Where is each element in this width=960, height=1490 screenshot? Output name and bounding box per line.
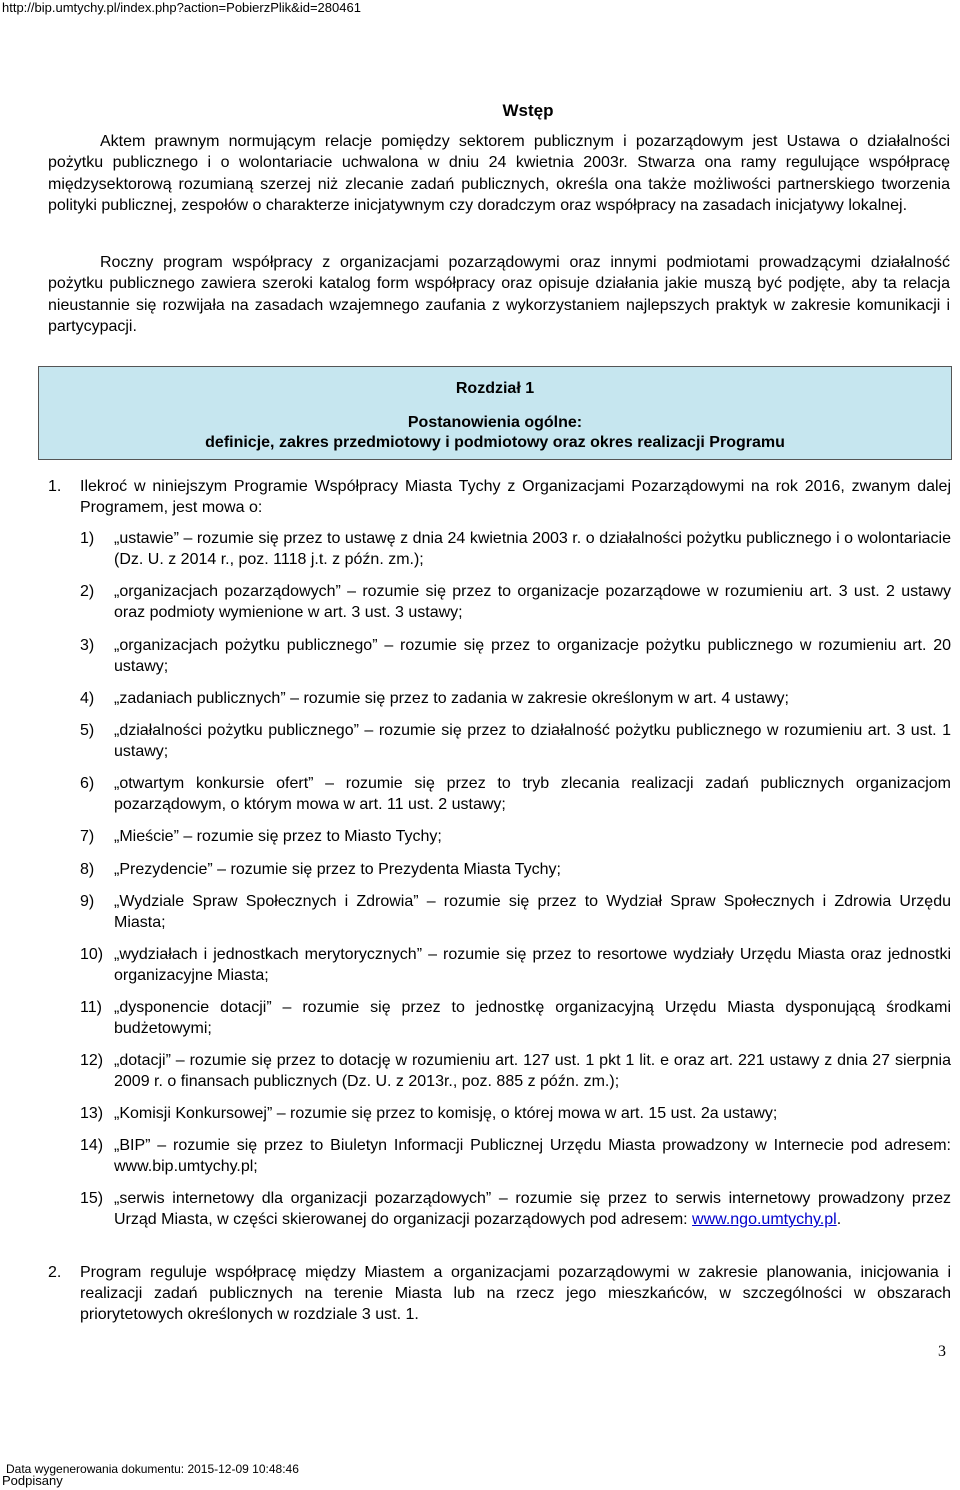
definition-item — [80, 859, 951, 880]
section-text: Ilekroć w niniejszym Programie Współpracy Miasta Tychy z Organizacjami Pozarządowymi na rok 2016, zwanym dalej Programem, jest mowa o: — [80, 478, 951, 516]
chapter-header-box — [38, 366, 952, 460]
definition-number: 15) — [80, 1190, 104, 1207]
definition-text: „zadaniach publicznych” – rozumie się przez to zadania w zakresie określonym w art. 4 ustawy; — [114, 690, 789, 707]
definition-item — [80, 944, 951, 986]
page-number: 3 — [938, 1343, 946, 1360]
definition-item — [80, 720, 951, 762]
definition-text: „serwis internetowy dla organizacji pozarządowych” – rozumie się przez to serwis internetowy prowadzony przez Urząd Miasta, w części skierowanej do organizacji pozarządowych pod adresem: www.ngo.umtychy.pl. — [114, 1190, 951, 1228]
chapter-title: Rozdział 1 — [455, 380, 535, 397]
generation-date: Data wygenerowania dokumentu: 2015-12-09 10:48:46 — [6, 1462, 299, 1476]
definition-number: 4) — [80, 690, 95, 707]
definition-text: „ustawie” – rozumie się przez to ustawę z dnia 24 kwietnia 2003 r. o działalności pożytku publicznego i o wolontariacie (Dz. U. z 2014 r., poz. 1118 j.t. z późn. zm.); — [114, 530, 951, 568]
definition-text: „Prezydencie” – rozumie się przez to Prezydenta Miasta Tychy; — [114, 861, 561, 878]
definition-item — [80, 528, 951, 570]
intro-paragraph-1: Aktem prawnym normującym relacje pomiędzy sektorem publicznym i pozarządowym jest Ustawa o działalności pożytku publicznego i o wolontariacie uchwalona w dniu 24 kwietnia 2003r. Stwarza ona ramy regulujące współpracę międzysektorową rozumianą szerzej niż zlecanie zadań publicznych, określa ona także możliwości partnerskiego tworzenia polityki publicznej, zespołów o charakterze inicjatywnym czy doradczym oraz współpracy na zasadach inicjatywy lokalnej. — [48, 133, 950, 214]
definition-text: „organizacjach pozarządowych” – rozumie się przez to organizacje pozarządowe w rozumieniu art. 3 ust. 2 ustawy oraz podmioty wymienione w art. 3 ust. 3 ustawy; — [114, 583, 951, 621]
intro-heading: Wstęp — [502, 101, 554, 120]
definition-item — [80, 773, 951, 815]
chapter-subtitle: Postanowienia ogólne: — [407, 414, 583, 431]
definition-text: „dotacji” – rozumie się przez to dotację w rozumieniu art. 127 ust. 1 pkt 1 lit. e oraz art. 221 ustawy z dnia 27 sierpnia 2009 r. o finansach publicznych (Dz. U. z 2013r., poz. 885 z późn. zm.); — [114, 1052, 951, 1090]
definition-item — [80, 688, 951, 709]
chapter-scope: definicje, zakres przedmiotowy i podmiotowy oraz okres realizacji Programu — [205, 434, 785, 451]
definition-number: 6) — [80, 775, 95, 792]
signed-label: Podpisany — [2, 1473, 63, 1488]
definition-text: „organizacjach pożytku publicznego” – rozumie się przez to organizacje pożytku publicznego w rozumieniu art. 20 ustawy; — [114, 637, 951, 675]
section-text: Program reguluje współpracę między Miastem a organizacjami pozarządowymi w zakresie planowania, inicjowania i realizacji zadań publicznych na terenie Miasta lub na rzecz jego mieszkańców, w szczególności w obszarach priorytetowych określonych w rozdziale 3 ust. 1. — [80, 1264, 951, 1323]
definition-number: 9) — [80, 893, 95, 910]
definition-text: „otwartym konkursie ofert” – rozumie się przez to tryb zlecania realizacji zadań publicznych organizacjom pozarządowym, o którym mowa w art. 11 ust. 2 ustawy; — [114, 775, 951, 813]
definition-text: „BIP” – rozumie się przez to Biuletyn Informacji Publicznej Urzędu Miasta prowadzony w Internecie pod adresem: www.bip.umtychy.pl; — [114, 1137, 951, 1175]
definition-number: 5) — [80, 722, 95, 739]
definition-text: „Komisji Konkursowej” – rozumie się przez to komisję, o której mowa w art. 15 ust. 2a ustawy; — [114, 1105, 778, 1122]
definition-item — [80, 891, 951, 933]
definition-number: 14) — [80, 1137, 104, 1154]
definition-number: 8) — [80, 861, 95, 878]
source-url: http://bip.umtychy.pl/index.php?action=PobierzPlik&id=280461 — [2, 0, 361, 15]
section-number: 2. — [48, 1264, 62, 1281]
definition-item — [80, 997, 951, 1039]
definition-item — [80, 1188, 951, 1230]
definition-number: 11) — [80, 999, 102, 1016]
definition-text: „Mieście” – rozumie się przez to Miasto Tychy; — [114, 828, 442, 845]
section-1 — [48, 476, 951, 518]
definition-item — [80, 1050, 951, 1092]
definition-text: „dysponencie dotacji” – rozumie się przez to jednostkę organizacyjną Urzędu Miasta dysponującą środkami budżetowymi; — [114, 999, 951, 1037]
ngo-website-link[interactable]: www.ngo.umtychy.pl — [692, 1211, 837, 1228]
definition-number: 2) — [80, 583, 95, 600]
definition-item — [80, 826, 951, 847]
definition-number: 12) — [80, 1052, 104, 1069]
definition-text: „działalności pożytku publicznego” – rozumie się przez to działalność pożytku publicznego w rozumieniu art. 3 ust. 1 ustawy; — [114, 722, 951, 760]
definition-number: 1) — [80, 530, 95, 547]
section-2 — [48, 1262, 951, 1325]
intro-paragraph-2: Roczny program współpracy z organizacjami pozarządowymi oraz innymi podmiotami prowadzącymi działalność pożytku publicznego zawiera szeroki katalog form współpracy oraz opisuje działania jakie muszą być podjęte, aby ta relacja nieustannie się rozwijała na zasadach wzajemnego zaufania z wykorzystaniem najlepszych praktyk w zakresie komunikacji i partycypacji. — [48, 254, 950, 335]
definition-number: 3) — [80, 637, 95, 654]
definition-text: „wydziałach i jednostkach merytorycznych” – rozumie się przez to resortowe wydziały Urzędu Miasta oraz jednostki organizacyjne Miasta; — [114, 946, 951, 984]
definition-item — [80, 635, 951, 677]
definition-text: „Wydziale Spraw Społecznych i Zdrowia” – rozumie się przez to Wydział Spraw Społecznych i Zdrowia Urzędu Miasta; — [114, 893, 951, 931]
section-number: 1. — [48, 478, 62, 495]
definition-item — [80, 581, 951, 623]
definition-number: 13) — [80, 1105, 104, 1122]
definition-item — [80, 1103, 951, 1124]
definition-number: 7) — [80, 828, 95, 845]
definition-item — [80, 1135, 951, 1177]
definition-number: 10) — [80, 946, 104, 963]
